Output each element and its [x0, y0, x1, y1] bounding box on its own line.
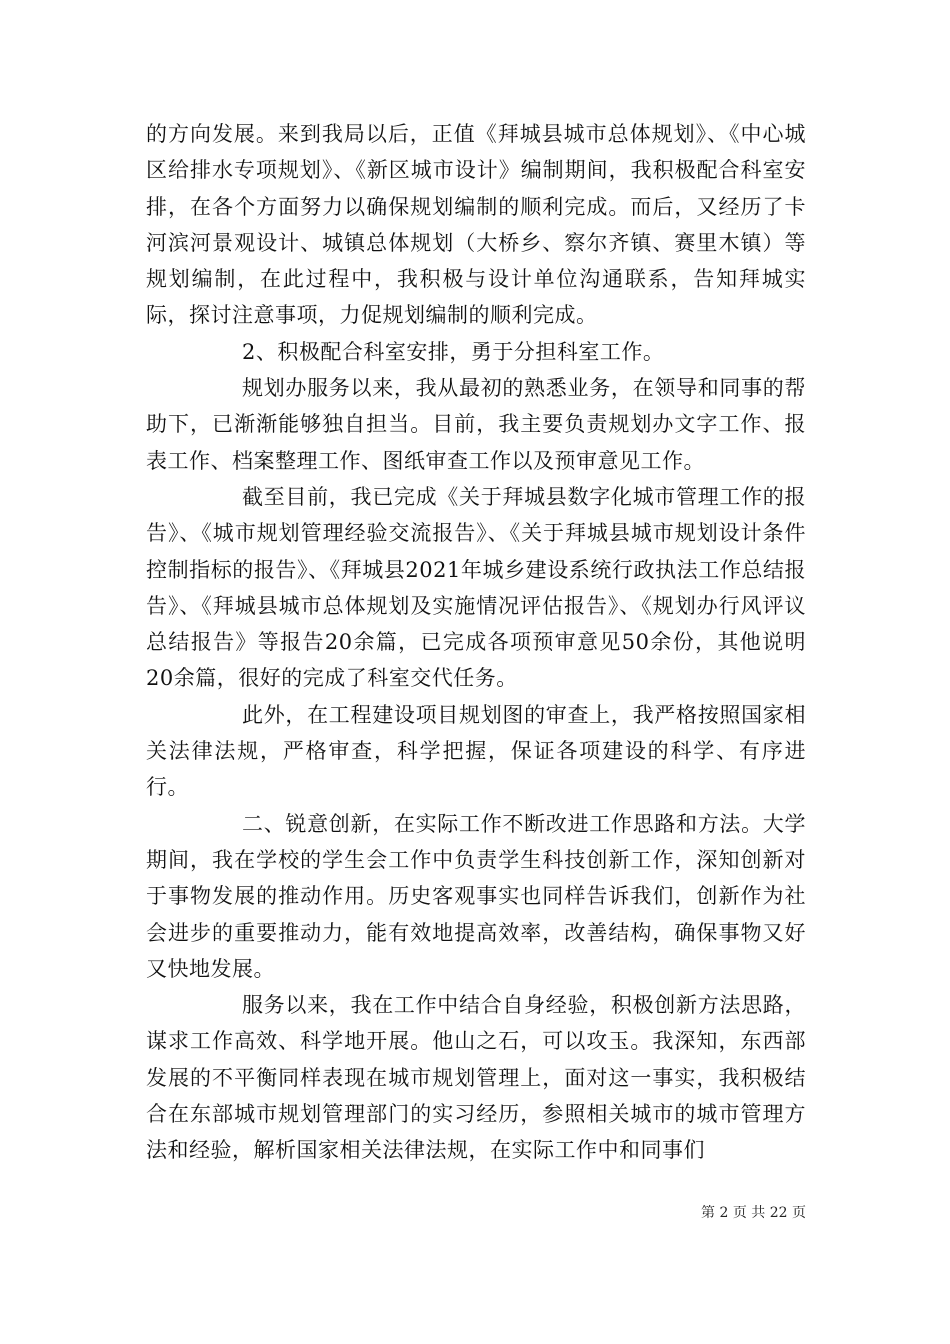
paragraph-innovation: 服务以来，我在工作中结合自身经验，积极创新方法思路，谋求工作高效、科学地开展。他山之石，可以攻玉。我深知，东西部发展的不平衡同样表现在城市规划管理上，面对这一事实，我积极结合在东部城市规划管理部门的实习经历，参照相关城市的城市管理方法和经验，解析国家相关法律法规，在实际工作中和同事们 — [146, 993, 806, 1163]
document-body — [146, 116, 806, 1169]
paragraph-duties: 规划办服务以来，我从最初的熟悉业务，在领导和同事的帮助下，已渐渐能够独自担当。目前，我主要负责规划办文字工作、报表工作、档案整理工作、图纸审查工作以及预审意见工作。 — [146, 376, 806, 473]
paragraph-section-2: 二、锐意创新，在实际工作不断改进工作思路和方法。大学期间，我在学校的学生会工作中负责学生科技创新工作，深知创新对于事物发展的推动作用。历史客观事实也同样告诉我们，创新作为社会进步的重要推动力，能有效地提高效率，改善结构，确保事物又好又快地发展。 — [146, 811, 806, 981]
paragraph-reports: 截至目前，我已完成《关于拜城县数字化城市管理工作的报告》、《城市规划管理经验交流报告》、《关于拜城县城市规划设计条件控制指标的报告》、《拜城县2021年城乡建设系统行政执法工作总结报告》、《拜城县城市总体规划及实施情况评估报告》、《规划办行风评议总结报告》等报告20余篇，已完成各项预审意见50余份，其他说明20余篇，很好的完成了科室交代任务。 — [146, 484, 806, 691]
paragraph-heading-2: 2、积极配合科室安排，勇于分担科室工作。 — [242, 339, 665, 364]
paragraph-review: 此外，在工程建设项目规划图的审查上，我严格按照国家相关法律法规，严格审查，科学把握，保证各项建设的科学、有序进行。 — [146, 702, 806, 800]
page-number-footer: 第 2 页 共 22 页 — [701, 1205, 806, 1221]
paragraph-continuation: 的方向发展。来到我局以后，正值《拜城县城市总体规划》、《中心城区给排水专项规划》、《新区城市设计》编制期间，我积极配合科室安排，在各个方面努力以确保规划编制的顺利完成。而后，又经历了卡河滨河景观设计、城镇总体规划（大桥乡、察尔齐镇、赛里木镇）等规划编制，在此过程中，我积极与设计单位沟通联系，告知拜城实际，探讨注意事项，力促规划编制的顺利完成。 — [146, 122, 806, 328]
